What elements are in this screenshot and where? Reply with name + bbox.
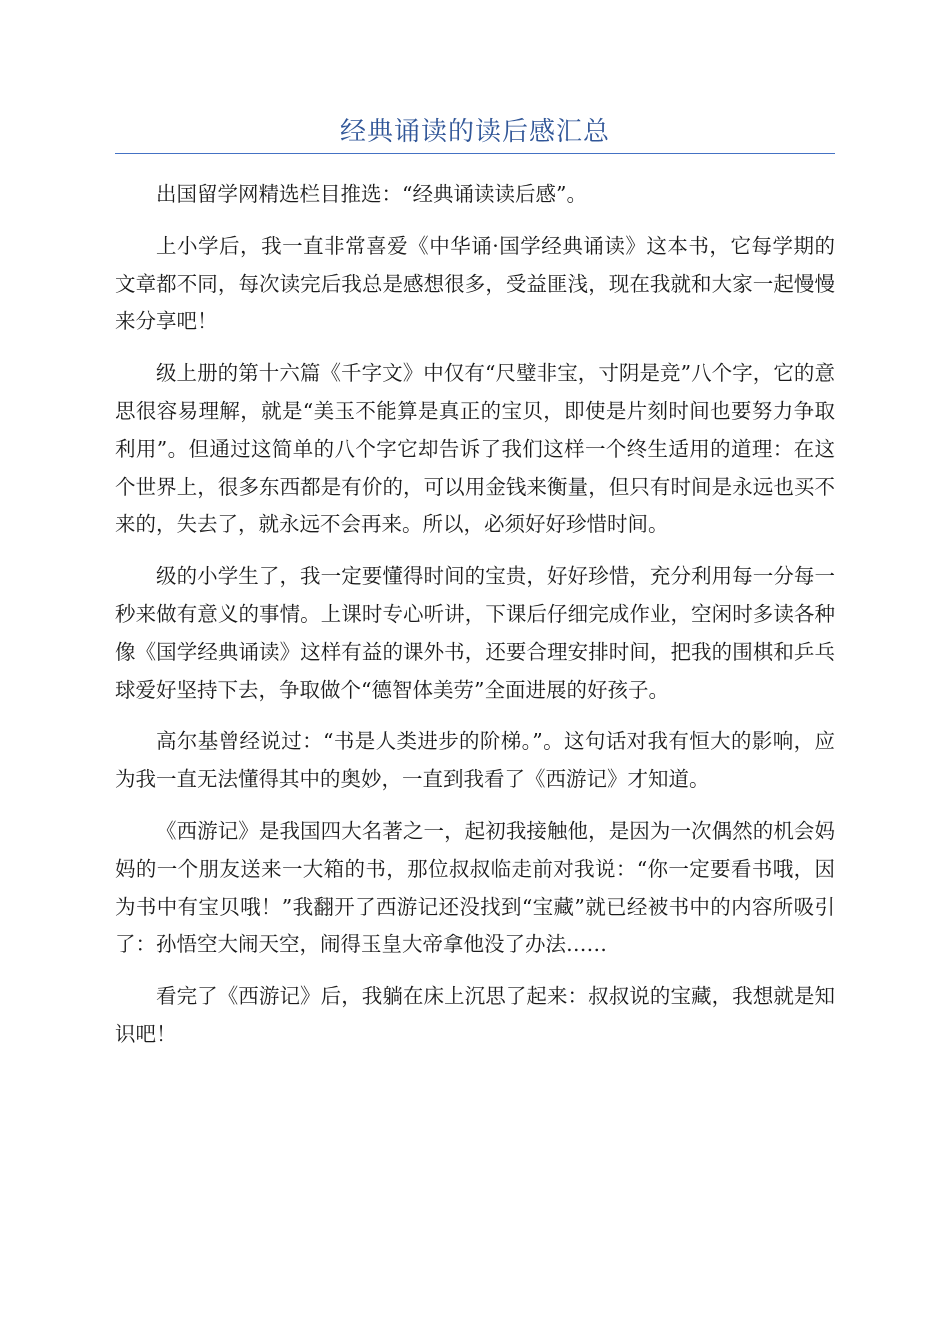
document-title: 经典诵读的读后感汇总 xyxy=(339,117,610,147)
paragraph: 级的小学生了，我一定要懂得时间的宝贵，好好珍惜，充分利用每一分每一秒来做有意义的事情。上课时专心听讲，下课后仔细完成作业，空闲时多读各种像《国学经典诵读》这样有益的课外书，还要合理安排时间，把我的围棋和乒乓球爱好坚持下去，争取做个“德智体美劳”全面进展的好孩子。 xyxy=(115,564,835,702)
paragraph: 级上册的第十六篇《千字文》中仅有“尺璧非宝，寸阴是竞”八个字，它的意思很容易理解，就是“美玉不能算是真正的宝贝，即使是片刻时间也要努力争取利用”。但通过这简单的八个字它却告诉了我们这样一个终生适用的道理：在这个世界上，很多东西都是有价的，可以用金钱来衡量，但只有时间是永远也买不来的，失去了，就永远不会再来。所以，必须好好珍惜时间。 xyxy=(115,361,835,537)
document-body xyxy=(115,176,835,1068)
paragraph: 上小学后，我一直非常喜爱《中华诵·国学经典诵读》这本书，它每学期的文章都不同，每次读完后我总是感想很多，受益匪浅，现在我就和大家一起慢慢来分享吧！ xyxy=(115,233,835,334)
paragraph: 《西游记》是我国四大名著之一，起初我接触他，是因为一次偶然的机会妈妈的一个朋友送来一大箱的书，那位叔叔临走前对我说：“你一定要看书哦，因为书中有宝贝哦！”我翻开了西游记还没找到“宝藏”就已经被书中的内容所吸引了：孙悟空大闹天空，闹得玉皇大帝拿他没了办法…… xyxy=(115,818,835,957)
paragraph-intro: 出国留学网精选栏目推选：“经典诵读读后感”。 xyxy=(156,182,587,206)
paragraph: 高尔基曾经说过：“书是人类进步的阶梯。”。这句话对我有恒大的影响，应为我一直无法懂得其中的奥妙，一直到我看了《西游记》才知道。 xyxy=(115,729,835,792)
paragraph: 看完了《西游记》后，我躺在床上沉思了起来：叔叔说的宝藏，我想就是知识吧！ xyxy=(115,984,835,1046)
title-underline xyxy=(115,153,835,154)
